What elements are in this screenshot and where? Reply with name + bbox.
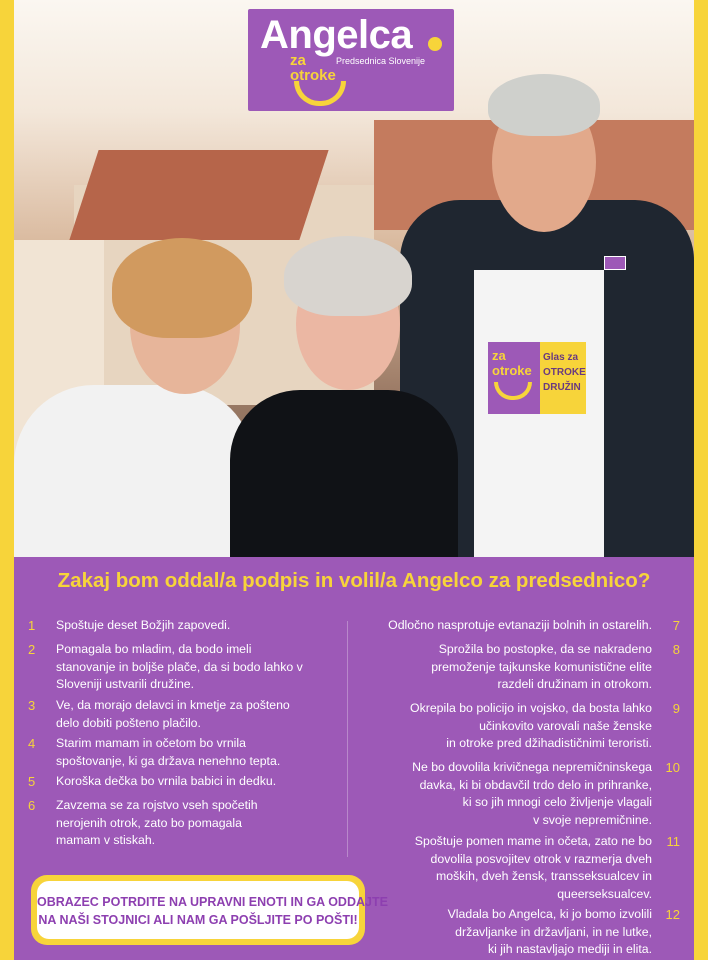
reason-number: 10 <box>665 760 680 775</box>
angelca-logo <box>248 9 454 111</box>
reason-line: razdeli družinam in otrokom. <box>497 677 652 691</box>
shirt-logo-za: za <box>492 348 506 363</box>
reason-number: 7 <box>672 618 680 633</box>
center-woman-dress <box>230 390 458 560</box>
form-notice <box>31 875 388 945</box>
reason-line: Vladala bo Angelca, ki jo bomo izvolili <box>447 907 652 921</box>
reason-line: Spoštuje pomen mame in očeta, zato ne bo <box>414 834 652 848</box>
man-shirt <box>474 270 604 560</box>
reason-line: Okrepila bo policijo in vojsko, da bosta lahko <box>410 701 652 715</box>
notice-line-1: OBRAZEC POTRDITE NA UPRAVNI ENOTI IN GA ODDAJTE <box>37 895 388 909</box>
left-woman-hair <box>112 238 252 338</box>
form-notice-inner <box>37 881 388 939</box>
poster <box>14 0 694 960</box>
reason-line: davka, ki bi obdavčil trdo delo in prihranke, <box>419 777 652 792</box>
reason-line: premoženje tajkunske komunistične elite <box>431 659 652 674</box>
panel-heading: Zakaj bom oddal/a podpis in volil/a Angelco za predsednico? <box>57 569 651 592</box>
smile-icon <box>494 382 532 400</box>
logo-otroke: otroke <box>290 67 336 84</box>
man-hair <box>488 74 600 136</box>
logo-dot <box>428 37 442 51</box>
reason-line: ki jih nastavljajo mediji in elita. <box>487 942 652 956</box>
reason-number: 8 <box>672 642 680 657</box>
logo-name: Angelca <box>260 13 413 57</box>
reason-line: Ve, da morajo delavci in kmetje za pošteno <box>56 698 290 712</box>
logo-za: za <box>290 52 306 69</box>
column-divider <box>347 621 348 857</box>
reason-number: 6 <box>28 798 36 813</box>
shirt-logo-text-3: DRUŽIN <box>543 382 581 393</box>
reason-line: Starim mamam in očetom bo vrnila <box>56 736 246 750</box>
reason-number: 12 <box>665 907 680 922</box>
shirt-logo-text-1: Glas za <box>543 352 579 363</box>
reason-line: Ne bo dovolila krivičnega nepremičninskega <box>412 760 652 774</box>
reason-line: delo dobiti pošteno plačilo. <box>56 715 201 730</box>
reason-line: spoštovanje, ki ga država nenehno tepta. <box>56 753 281 768</box>
reason-number: 5 <box>28 774 36 789</box>
reason-line: Sloveniji ustvarili družine. <box>56 677 195 691</box>
reason-line: in otroke pred džihadističnimi teroristi. <box>446 736 652 750</box>
building-roof <box>69 150 328 240</box>
reason-number: 11 <box>666 834 680 849</box>
reason-line: Sprožila bo postopke, da se nakradeno <box>438 642 652 656</box>
reason-line: v svoje nepremičnine. <box>533 812 652 827</box>
reason-line: moških, dveh žensk, transseksualcev in <box>436 869 652 883</box>
reason-number: 2 <box>28 642 36 657</box>
smile-icon <box>294 81 346 106</box>
reason-line: stanovanje in boljše plače, da si bodo lahko v <box>56 659 303 674</box>
reasons-panel <box>14 557 694 960</box>
notice-line-2: NA NAŠI STOJNICI ALI NAM GA POŠLJITE PO POŠTI! <box>38 913 358 927</box>
shirt-logo <box>488 342 586 414</box>
reason-number: 3 <box>28 698 36 713</box>
reason-number: 9 <box>672 701 680 716</box>
lapel-pin <box>604 256 626 270</box>
reason-line: mamam v stiskah. <box>56 833 156 847</box>
reason-line: dovolila posvojitev otrok v razmerja dveh <box>430 851 652 866</box>
reason-line: ki so jih mnogi celo življenje vlagali <box>462 795 652 809</box>
reason-line: Spoštuje deset Božjih zapovedi. <box>56 618 231 632</box>
shirt-logo-left <box>488 342 540 414</box>
reason-number: 1 <box>28 618 36 633</box>
reason-line: učinkovito varovali naše ženske <box>479 718 652 733</box>
reason-number: 4 <box>28 736 36 751</box>
reason-line: Koroška dečka bo vrnila babici in dedku. <box>56 774 277 788</box>
center-woman-hair <box>284 236 412 316</box>
left-woman-cardigan <box>14 385 254 560</box>
reason-line: Pomagala bo mladim, da bodo imeli <box>56 642 252 656</box>
reason-line: queerseksualcev. <box>557 886 652 901</box>
reason-line: Odločno nasprotuje evtanaziji bolnih in ostarelih. <box>388 618 652 632</box>
reason-line: nerojenih otrok, zato bo pomagala <box>56 815 242 830</box>
reason-line: državljanke in državljani, in ne lutke, <box>455 924 652 939</box>
logo-tagline: Predsednica Slovenije <box>336 56 426 66</box>
shirt-logo-text-2: OTROKE <box>543 367 586 378</box>
reason-line: Zavzema se za rojstvo vseh spočetih <box>56 798 258 812</box>
shirt-logo-otroke: otroke <box>492 363 532 378</box>
